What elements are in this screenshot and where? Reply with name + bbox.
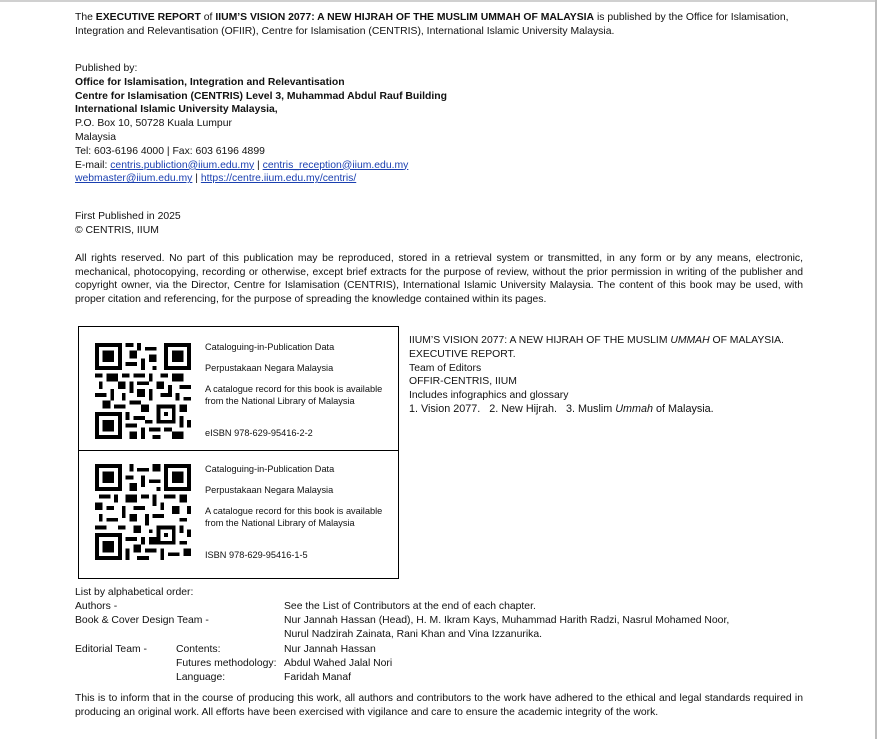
catalogue-line-3: Team of Editors bbox=[409, 362, 482, 374]
contents-label: Contents: bbox=[176, 644, 221, 655]
cip-box-electronic bbox=[78, 326, 399, 453]
published-by-label: Published by: bbox=[75, 63, 138, 74]
website-link[interactable]: https://centre.iium.edu.my/centris/ bbox=[200, 173, 357, 185]
catalogue-subjects bbox=[409, 403, 784, 417]
catalogue-line-5: Includes infographics and glossary bbox=[409, 390, 569, 402]
design-value-1: Nur Jannah Hassan (Head), H. M. Ikram Kays, Muhammad Harith Radzi, Nasrul Mohamed Noor, bbox=[284, 615, 730, 626]
publisher-email-line bbox=[75, 159, 447, 173]
cip-record-line-1: A catalogue record for this book is available bbox=[205, 384, 383, 395]
cip-box-print bbox=[78, 450, 399, 579]
subject-3-ummah: Ummah bbox=[615, 402, 654, 415]
design-value-2: Nurul Nadzirah Zainata, Rani Khan and Vina Izzanurika. bbox=[284, 629, 542, 640]
intro-book-title: IIUM’S VISION 2077: A NEW HIJRAH OF THE MUSLIM UMMAH OF MALAYSIA bbox=[215, 12, 595, 23]
email-separator: | bbox=[254, 159, 263, 171]
contents-value: Nur Jannah Hassan bbox=[284, 644, 376, 655]
subject-3-prefix: 3. Muslim bbox=[566, 402, 616, 415]
catalogue-title-ummah: UMMAH bbox=[670, 335, 710, 346]
rights-paragraph: All rights reserved. No part of this publication may be reproduced, stored in a retrieval system or transmitted, in any form or by any means, electronic, mechanical, photocopying, recording or otherwise, except brief extracts for the purpose of review, without the prior permission in writing of the publisher and copyright owner, via the Director, Centre for Islamisation (CENTRIS), International Islamic University Malaysia. The content of this book may be used, with proper citation and referencing, for the purpose of spreading the knowledge contained within its pages. bbox=[75, 253, 803, 305]
futures-label: Futures methodology: bbox=[176, 658, 277, 669]
page-edge-top bbox=[0, 0, 877, 2]
cip-text-electronic bbox=[205, 342, 382, 440]
cip-eisbn: eISBN 978-629-95416-2-2 bbox=[205, 428, 313, 439]
closing-paragraph: This is to inform that in the course of producing this work, all authors and contributors to the work have adhered to the ethical and legal standards required in producing an original work. All efforts have been exercised with vigilance and care to ensure the academic integrity of the work. bbox=[75, 693, 803, 718]
catalogue-title-suffix: OF MALAYSIA. bbox=[709, 335, 784, 346]
cip-library: Perpustakaan Negara Malaysia bbox=[205, 485, 334, 496]
edition-block bbox=[75, 210, 181, 238]
authors-label: Authors - bbox=[75, 601, 118, 612]
cip-heading: Cataloguing-in-Publication Data bbox=[205, 464, 335, 474]
publisher-name-2: Centre for Islamisation (CENTRIS) Level 3, Muhammad Abdul Rauf Building bbox=[75, 90, 447, 102]
cip-record-line-1: A catalogue record for this book is available bbox=[205, 506, 383, 517]
qr-code-icon bbox=[95, 343, 191, 439]
futures-value: Abdul Wahed Jalal Nori bbox=[284, 658, 393, 669]
catalogue-entry bbox=[409, 334, 784, 417]
cip-isbn: ISBN 978-629-95416-1-5 bbox=[205, 550, 308, 561]
intro-report-title: EXECUTIVE REPORT bbox=[95, 12, 201, 23]
catalogue-title bbox=[409, 334, 784, 348]
cip-heading: Cataloguing-in-Publication Data bbox=[205, 342, 335, 352]
publisher-name-3: International Islamic University Malaysia, bbox=[75, 104, 278, 116]
publisher-name-1: Office for Islamisation, Integration and Relevantisation bbox=[75, 76, 345, 88]
cip-library: Perpustakaan Negara Malaysia bbox=[205, 363, 334, 374]
email-link-reception[interactable]: centris_reception@iium.edu.my bbox=[262, 159, 409, 171]
editorial-label: Editorial Team - bbox=[75, 644, 147, 655]
copyright: © CENTRIS, IIUM bbox=[75, 224, 159, 236]
catalogue-line-2: EXECUTIVE REPORT. bbox=[409, 348, 516, 360]
catalogue-title-prefix: IIUM’S VISION 2077: A NEW HIJRAH OF THE MUSLIM bbox=[409, 335, 671, 346]
web-separator: | bbox=[192, 173, 201, 185]
email-label: E-mail: bbox=[75, 159, 111, 171]
language-label: Language: bbox=[176, 672, 226, 683]
email-link-webmaster[interactable]: webmaster@iium.edu.my bbox=[75, 173, 193, 185]
email-link-publication[interactable]: centris.publiction@iium.edu.my bbox=[110, 159, 255, 171]
publisher-block bbox=[75, 62, 447, 186]
intro-line-1 bbox=[75, 11, 789, 25]
publisher-address-1: P.O. Box 10, 50728 Kuala Lumpur bbox=[75, 118, 232, 130]
authors-value: See the List of Contributors at the end of each chapter. bbox=[284, 601, 536, 612]
language-value: Faridah Manaf bbox=[284, 672, 351, 683]
intro-of: of bbox=[200, 12, 216, 23]
design-label: Book & Cover Design Team - bbox=[75, 615, 209, 626]
subject-2: 2. New Hijrah. bbox=[489, 402, 558, 415]
publisher-address-2: Malaysia bbox=[75, 131, 116, 143]
subject-1: 1. Vision 2077. bbox=[409, 402, 481, 415]
publisher-web-line bbox=[75, 172, 447, 186]
intro-line-2: Integration and Relevantisation (OFIIR), Centre for Islamisation (CENTRIS), International Islamic University Malaysia. bbox=[75, 26, 615, 37]
first-published: First Published in 2025 bbox=[75, 211, 181, 222]
catalogue-line-4: OFFIR-CENTRIS, IIUM bbox=[409, 376, 517, 388]
order-label: List by alphabetical order: bbox=[75, 587, 194, 598]
intro-prefix: The bbox=[75, 12, 96, 23]
subject-3-suffix: of Malaysia. bbox=[653, 402, 714, 415]
intro-suffix: is published by the Office for Islamisation, bbox=[594, 12, 789, 23]
qr-code-icon bbox=[95, 464, 191, 560]
cip-text-print bbox=[205, 464, 382, 562]
cip-record-line-2: from the National Library of Malaysia bbox=[205, 395, 355, 406]
cip-record-line-2: from the National Library of Malaysia bbox=[205, 517, 355, 528]
publisher-tel: Tel: 603-6196 4000 | Fax: 603 6196 4899 bbox=[75, 145, 265, 157]
